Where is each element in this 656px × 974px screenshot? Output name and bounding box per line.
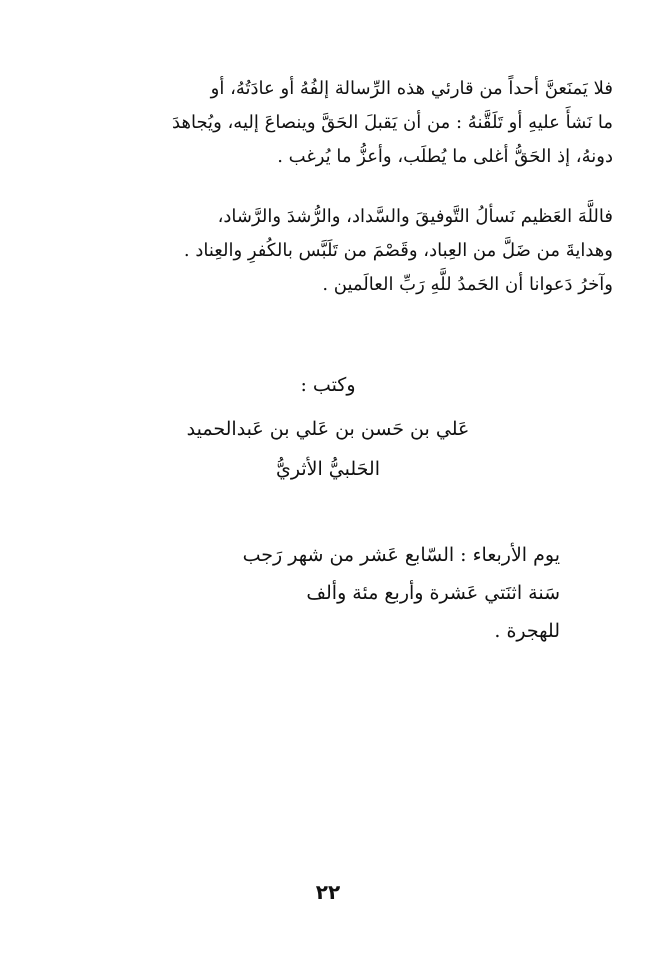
- paragraph-line: فاللَّهَ العَظيم نَسألُ التَّوفيقَ والسَّداد، والرُّشدَ والرَّشاد،: [217, 206, 613, 227]
- paragraph-line: وهدايةَ من ضَلَّ من العِباد، وقَصْمَ من تَلَبَّس بالكُفرِ والعِناد .: [183, 240, 613, 261]
- paragraph-2: [55, 200, 613, 302]
- date-line-era: للهجرة .: [494, 620, 560, 642]
- paragraph-1: [55, 72, 613, 174]
- paragraph-line: وآخرُ دَعوانا أن الحَمدُ للَّهِ رَبِّ العالَمين .: [322, 274, 613, 295]
- date-block: [140, 536, 560, 650]
- date-line-year: سَنة اثنَتي عَشرة وأربع مئة وألف: [306, 582, 560, 604]
- paragraph-line: ما نَشأَ عليهِ أو تَلَقَّنهُ : من أن يَقبلَ الحَقَّ وينصاعَ إليه، ويُجاهدَ: [172, 112, 613, 133]
- author-name: عَلي بن حَسن بن عَلي بن عَبدالحميد: [186, 418, 470, 440]
- signature-label: وكتب :: [300, 374, 356, 396]
- author-nisba: الحَلبيُّ الأثريُّ: [276, 458, 380, 480]
- date-line-day: يوم الأربعاء : السّابع عَشر من شهر رَجب: [242, 544, 560, 566]
- paragraph-line: دونهُ، إذ الحَقُّ أغلى ما يُطلَب، وأعزُّ ما يُرغب .: [277, 146, 613, 167]
- page-number: ٢٢: [315, 880, 341, 904]
- paragraph-line: فلا يَمنَعنَّ أحداً من قارئي هذه الرِّسالة إلفُهُ أو عادَتُهُ، أو: [210, 78, 613, 99]
